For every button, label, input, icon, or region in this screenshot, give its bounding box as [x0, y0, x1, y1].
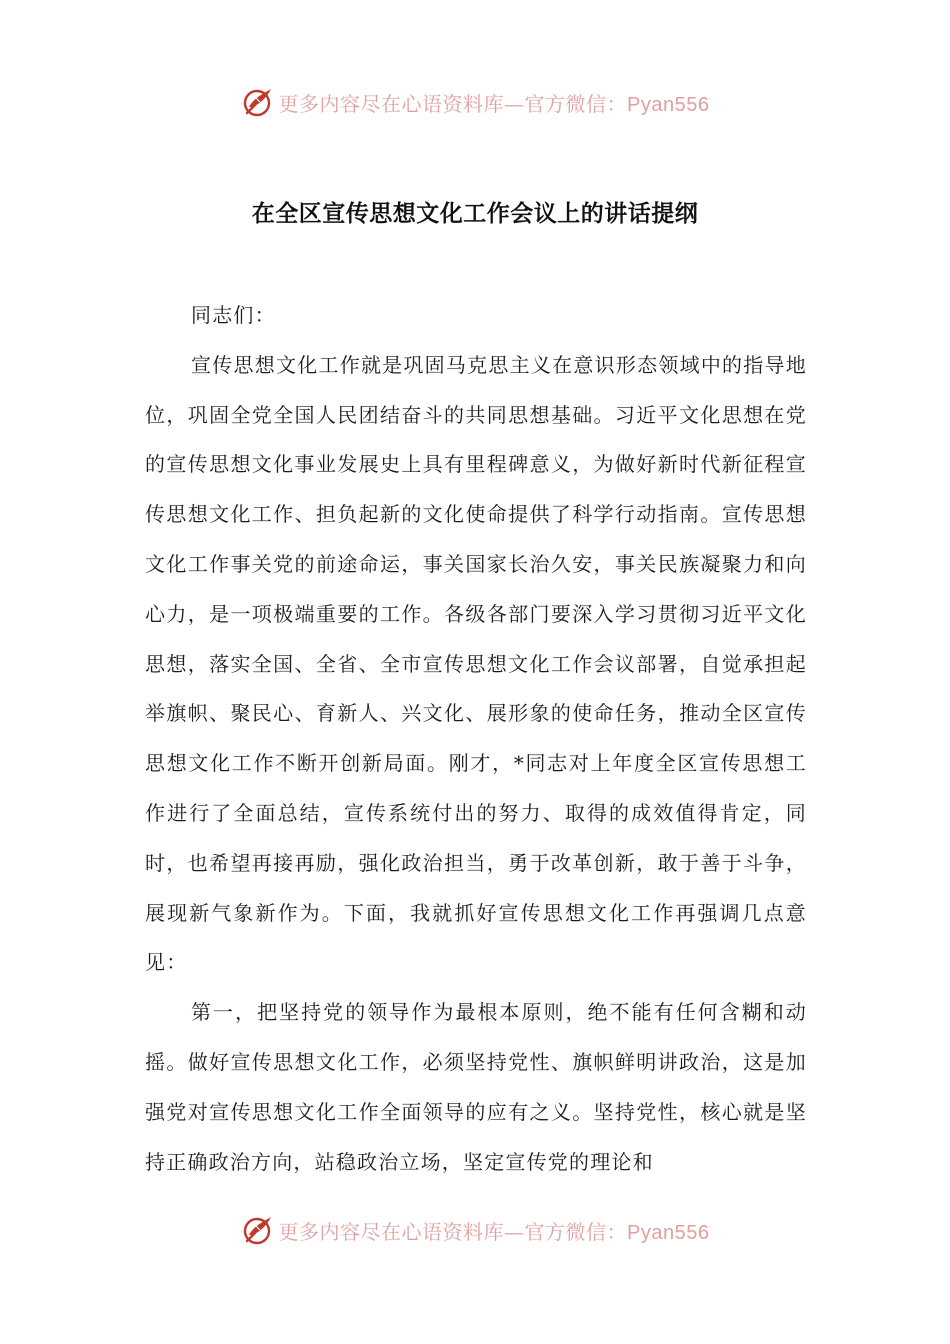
document-title: 在全区宣传思想文化工作会议上的讲话提纲: [251, 201, 699, 228]
body-paragraph: 第一，把坚持党的领导作为最根本原则，绝不能有任何含糊和动摇。做好宣传思想文化工作，必须坚持党性、旗帜鲜明讲政治，这是加强党对宣传思想文化工作全面领导的应有之义。坚持党性，核心就是坚持正确政治方向，站稳政治立场，坚定宣传党的理论和: [145, 1000, 807, 1174]
body-paragraph: 宣传思想文化工作就是巩固马克思主义在意识形态领域中的指导地位，巩固全党全国人民团结奋斗的共同思想基础。习近平文化思想在党的宣传思想文化事业发展史上具有里程碑意义，为做好新时代新征程宣传思想文化工作、担负起新的文化使命提供了科学行动指南。宣传思想文化工作事关党的前途命运，事关国家长治久安，事关民族凝聚力和向心力，是一项极端重要的工作。各级各部门要深入学习贯彻习近平文化思想，落实全国、全省、全市宣传思想文化工作会议部署，自觉承担起举旗帜、聚民心、育新人、兴文化、展形象的使命任务，推动全区宣传思想文化工作不断开创新局面。刚才，*同志对上年度全区宣传思想工作进行了全面总结，宣传系统付出的努力、取得的成效值得肯定，同时，也希望再接再励，强化政治担当，勇于改革创新，敢于善于斗争，展现新气象新作为。下面，我就抓好宣传思想文化工作再强调几点意见：: [145, 352, 807, 975]
quill-pen-seal-icon: [241, 1213, 275, 1247]
salutation-paragraph: 同志们：: [191, 303, 276, 327]
watermark-text: [279, 1216, 710, 1245]
quill-pen-seal-icon: [241, 85, 275, 119]
watermark-wechat-id: Pyan556: [627, 93, 710, 116]
watermark-wechat-id: Pyan556: [627, 1221, 710, 1244]
watermark-text: [279, 88, 710, 117]
watermark-text-cn: 更多内容尽在心语资料库—官方微信：: [278, 91, 628, 116]
header-watermark: [0, 82, 950, 122]
document-body: [145, 291, 807, 1187]
watermark-text-cn: 更多内容尽在心语资料库—官方微信：: [278, 1219, 628, 1244]
footer-watermark: [0, 1210, 950, 1250]
